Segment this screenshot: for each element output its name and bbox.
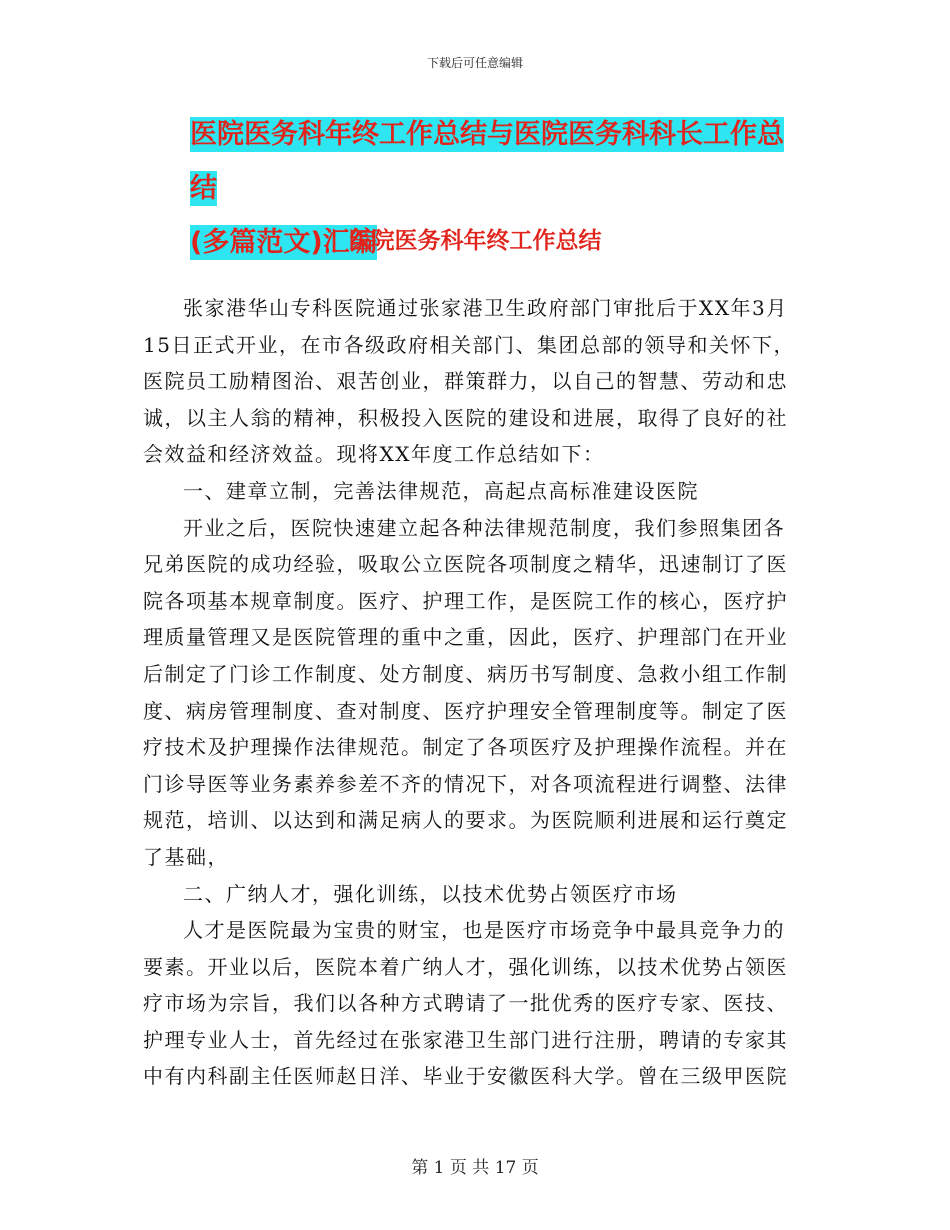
paragraph-rules: 开业之后，医院快速建立起各种法律规范制度，我们参照集团各兄弟医院的成功经验，吸取公立医院各项制度之精华，迅速制订了医院各项基本规章制度。医疗、护理工作，是医院工作的核心，医疗护理质量管理又是医院管理的重中之重，因此，医疗、护理部门在开业后制定了门诊工作制度、处方制度、病历书写制度、急救小组工作制度、病房管理制度、查对制度、医疗护理安全管理制度等。制定了医疗技术及护理操作法律规范。制定了各项医疗及护理操作流程。并在门诊导医等业务素养参差不齐的情况下，对各项流程进行调整、法律规范，培训、以达到和满足病人的要求。为医院顺利进展和运行奠定了基础， bbox=[143, 515, 788, 869]
document-body bbox=[143, 290, 803, 1095]
document-title-line-1: 医院医务科年终工作总结与医院医务科科长工作总结 bbox=[190, 119, 784, 204]
paragraph-talent: 人才是医院最为宝贵的财宝，也是医疗市场竞争中最具竞争力的要素。开业以后，医院本着广纳人才，强化训练，以技术优势占领医疗市场为宗旨，我们以各种方式聘请了一批优秀的医疗专家、医技、护理专业人士，首先经过在张家港卫生部门进行注册，聘请的专家其中有内科副主任医师赵日洋、毕业于安徽医科大学。曾在三级甲医院 bbox=[143, 918, 788, 1089]
heading-one: 一、建章立制，完善法律规范，高起点高标准建设医院 bbox=[183, 478, 699, 503]
section-title: 医院医务科年终工作总结 bbox=[348, 228, 602, 254]
page-number: 第 1 页 共 17 页 bbox=[411, 1158, 539, 1178]
heading-two: 二、广纳人才，强化训练，以技术优势占领医疗市场 bbox=[183, 881, 678, 906]
header-note: 下载后可任意编辑 bbox=[426, 56, 523, 70]
document-title-line-2: (多篇范文)汇编 bbox=[190, 227, 377, 258]
paragraph-intro: 张家港华山专科医院通过张家港卫生政府部门审批后于XX年3月15日正式开业，在市各级政府相关部门、集团总部的领导和关怀下，医院员工励精图治、艰苦创业，群策群力，以自己的智慧、劳动和忠诚，以主人翁的精神，积极投入医院的建设和进展，取得了良好的社会效益和经济效益。现将XX年度工作总结如下： bbox=[143, 296, 795, 467]
